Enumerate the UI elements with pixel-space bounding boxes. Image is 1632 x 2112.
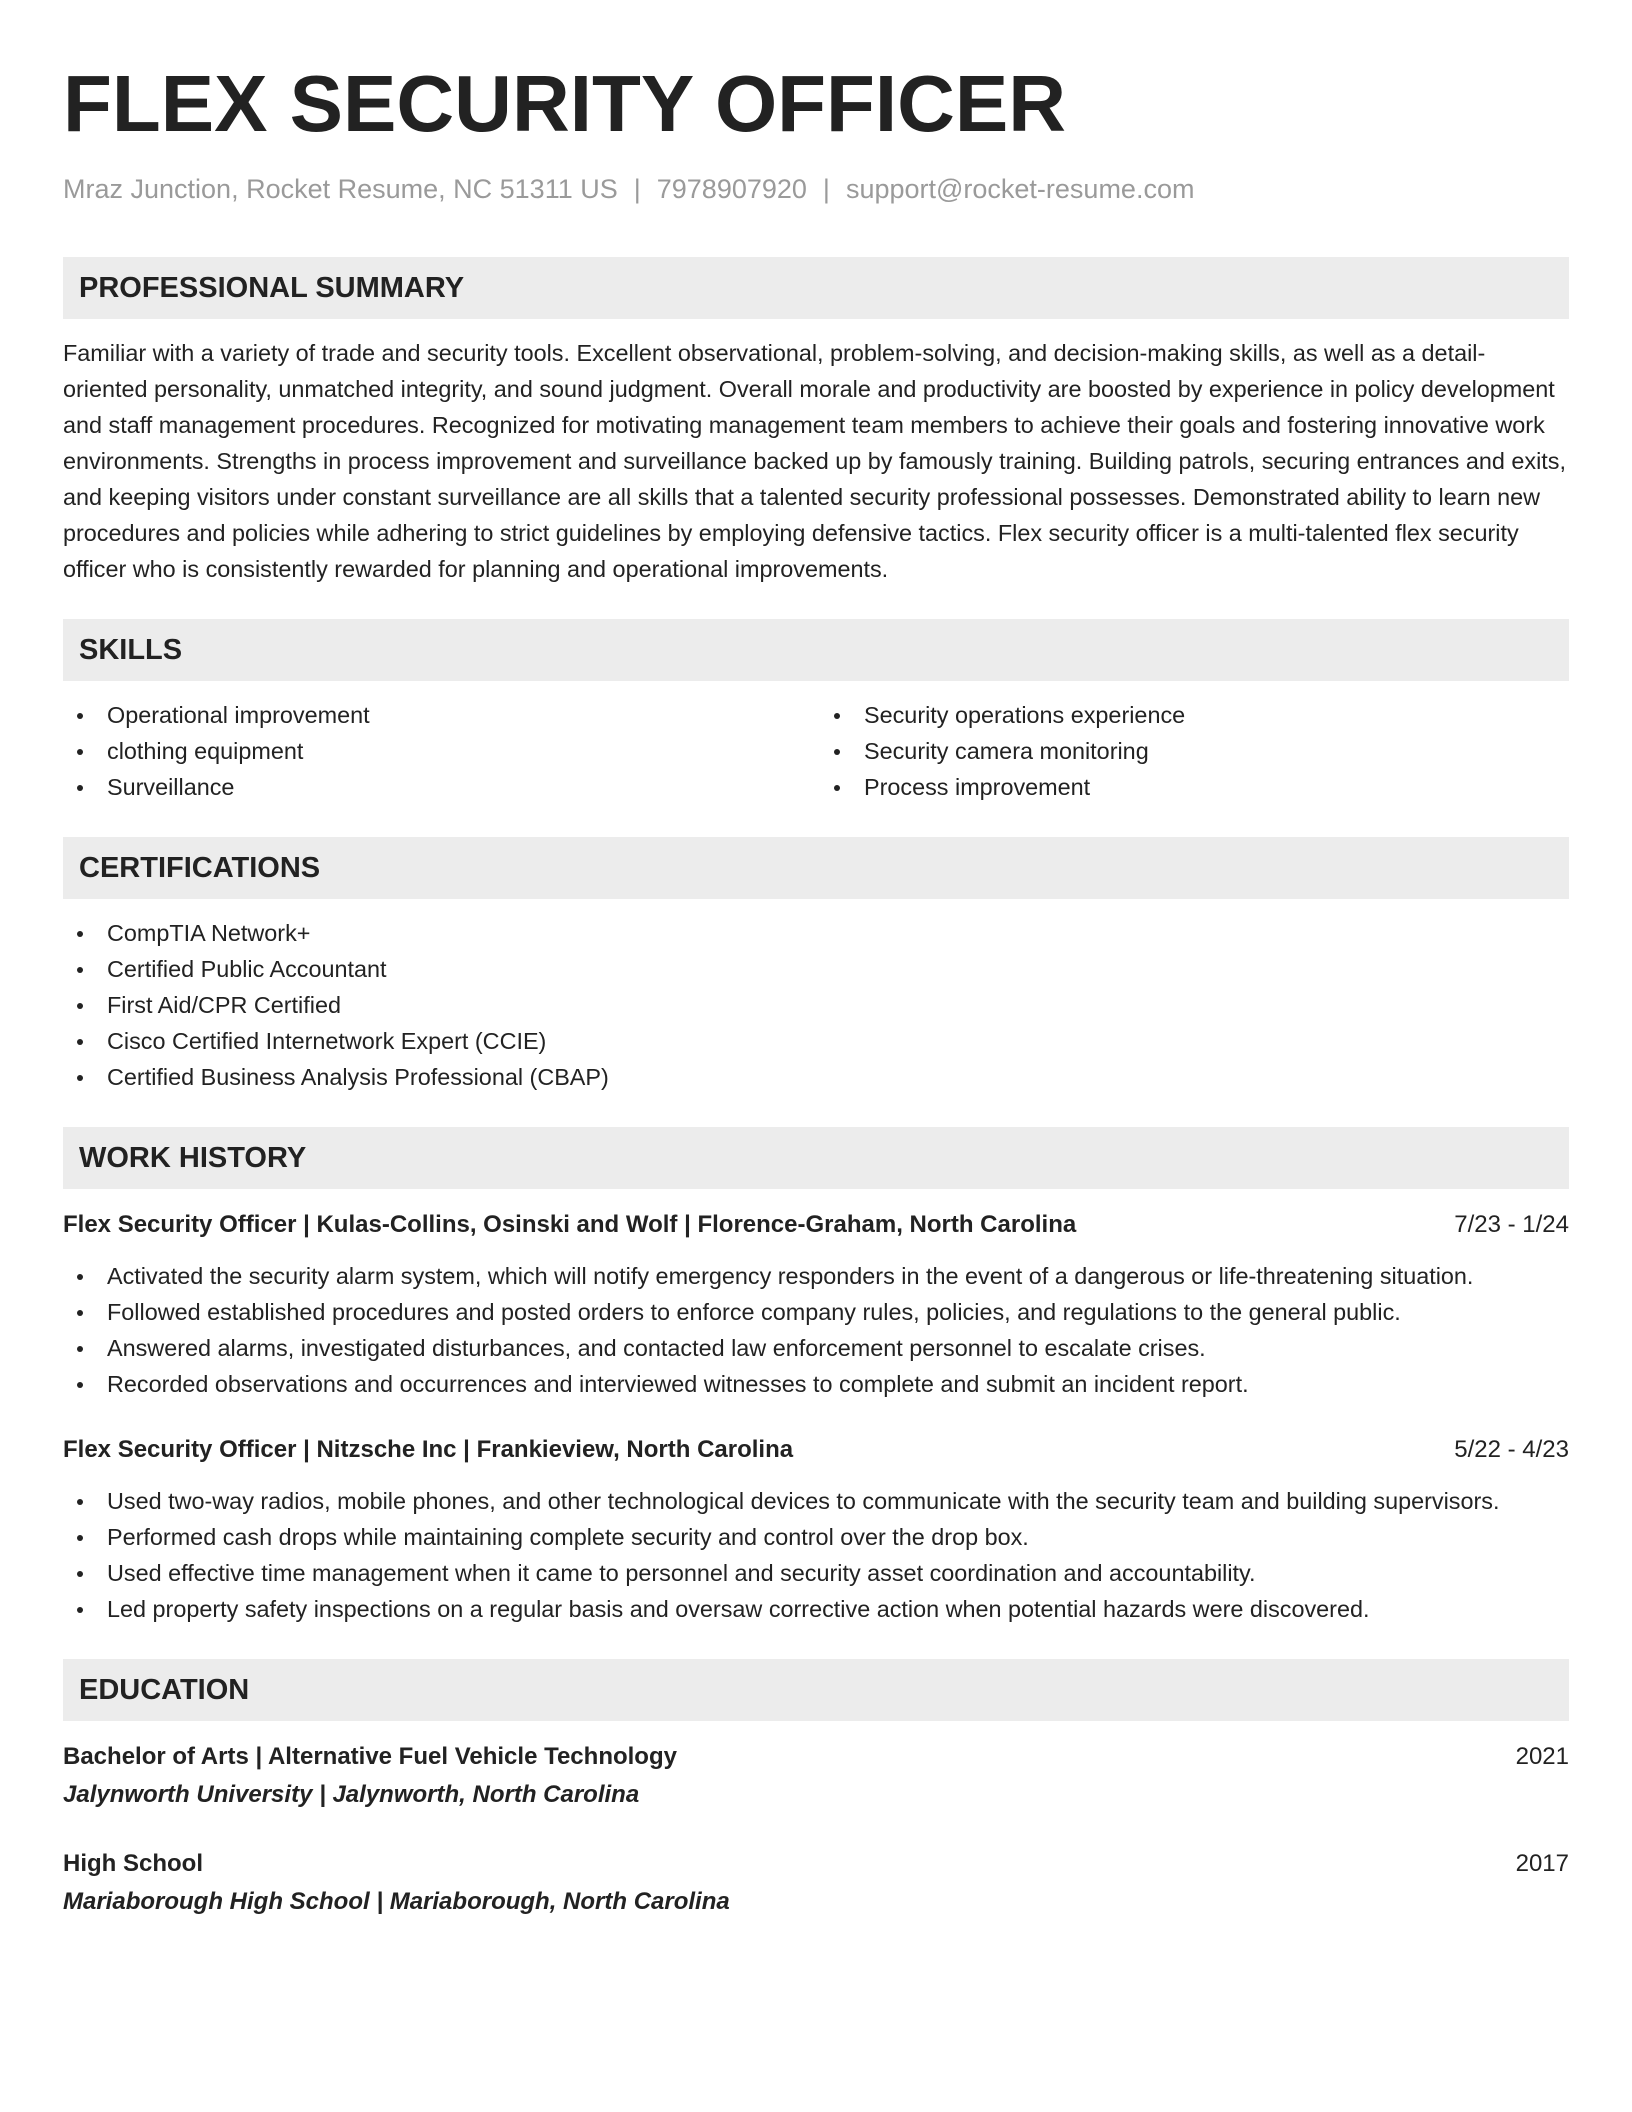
contact-line bbox=[63, 172, 1569, 206]
education-header bbox=[63, 1739, 1569, 1775]
certifications-list bbox=[63, 915, 1569, 1095]
skill-item: Security camera monitoring bbox=[820, 733, 1573, 769]
contact-separator: | bbox=[822, 174, 830, 204]
certification-item: Certified Public Accountant bbox=[63, 951, 1569, 987]
job-entry bbox=[63, 1207, 1569, 1402]
education-degree: Bachelor of Arts | Alternative Fuel Vehicle Technology bbox=[63, 1743, 677, 1770]
job-header bbox=[63, 1432, 1569, 1468]
contact-email: support@rocket-resume.com bbox=[845, 174, 1195, 204]
section-heading-work-history: WORK HISTORY bbox=[63, 1127, 1569, 1189]
section-heading-summary: PROFESSIONAL SUMMARY bbox=[63, 257, 1569, 319]
job-dates: 5/22 - 4/23 bbox=[1454, 1436, 1569, 1463]
job-duty-item: Used two-way radios, mobile phones, and other technological devices to communicate with the security team and building supervisors. bbox=[63, 1483, 1569, 1519]
contact-separator: | bbox=[633, 174, 641, 204]
job-duty-item: Led property safety inspections on a regular basis and oversaw corrective action when potential hazards were discovered. bbox=[63, 1591, 1569, 1627]
education-school: Mariaborough High School | Mariaborough, North Carolina bbox=[63, 1888, 730, 1915]
job-duties-list bbox=[63, 1258, 1569, 1402]
skill-item: Security operations experience bbox=[820, 697, 1573, 733]
job-duty-item: Activated the security alarm system, which will notify emergency responders in the event of a dangerous or life-threatening situation. bbox=[63, 1258, 1569, 1294]
skills-column-left bbox=[63, 697, 816, 805]
section-heading-certifications: CERTIFICATIONS bbox=[63, 837, 1569, 899]
certification-item: CompTIA Network+ bbox=[63, 915, 1569, 951]
resume-name: FLEX SECURITY OFFICER bbox=[63, 59, 1067, 148]
contact-phone: 7978907920 bbox=[656, 174, 807, 204]
section-heading-skills: SKILLS bbox=[63, 619, 1569, 681]
contact-address: Mraz Junction, Rocket Resume, NC 51311 US bbox=[63, 174, 618, 204]
certification-item: First Aid/CPR Certified bbox=[63, 987, 1569, 1023]
job-duty-item: Answered alarms, investigated disturbances, and contacted law enforcement personnel to escalate crises. bbox=[63, 1330, 1569, 1366]
skill-item: clothing equipment bbox=[63, 733, 816, 769]
job-entry bbox=[63, 1432, 1569, 1627]
job-dates: 7/23 - 1/24 bbox=[1454, 1211, 1569, 1238]
education-year: 2017 bbox=[1515, 1850, 1569, 1877]
skill-item: Operational improvement bbox=[63, 697, 816, 733]
job-title: Flex Security Officer | Nitzsche Inc | Frankieview, North Carolina bbox=[63, 1436, 794, 1463]
job-header bbox=[63, 1207, 1569, 1243]
job-duty-item: Used effective time management when it came to personnel and security asset coordination and accountability. bbox=[63, 1555, 1569, 1591]
job-duty-item: Performed cash drops while maintaining complete security and control over the drop box. bbox=[63, 1519, 1569, 1555]
education-entry bbox=[63, 1739, 1569, 1813]
education-year: 2021 bbox=[1515, 1743, 1569, 1770]
education-degree: High School bbox=[63, 1850, 203, 1877]
summary-text: Familiar with a variety of trade and security tools. Excellent observational, problem-solving, and decision-making skills, as well as a detail-oriented personality, unmatched integrity, and sound judgment. Overall morale and productivity are boosted by experience in policy development and staff management procedures. Recognized for motivating management team members to achieve their goals and fostering innovative work environments. Strengths in process improvement and surveillance backed up by famously training. Building patrols, securing entrances and exits, and keeping visitors under constant surveillance are all skills that a talented security professional possesses. Demonstrated ability to learn new procedures and policies while adhering to strict guidelines by employing defensive tactics. Flex security officer is a multi-talented flex security officer who is consistently rewarded for planning and operational improvements. bbox=[63, 340, 1566, 582]
certification-item: Certified Business Analysis Professional (CBAP) bbox=[63, 1059, 1569, 1095]
education-header bbox=[63, 1846, 1569, 1882]
section-heading-education: EDUCATION bbox=[63, 1659, 1569, 1721]
education-school: Jalynworth University | Jalynworth, North Carolina bbox=[63, 1781, 640, 1808]
skills-column-right bbox=[816, 697, 1573, 805]
education-entry bbox=[63, 1846, 1569, 1920]
certification-item: Cisco Certified Internetwork Expert (CCIE) bbox=[63, 1023, 1569, 1059]
job-title: Flex Security Officer | Kulas-Collins, Osinski and Wolf | Florence-Graham, North Carolina bbox=[63, 1211, 1077, 1238]
job-duty-item: Recorded observations and occurrences and interviewed witnesses to complete and submit an incident report. bbox=[63, 1366, 1569, 1402]
skill-item: Surveillance bbox=[63, 769, 816, 805]
skill-item: Process improvement bbox=[820, 769, 1573, 805]
skills-list bbox=[63, 697, 1569, 805]
job-duty-item: Followed established procedures and posted orders to enforce company rules, policies, and regulations to the general public. bbox=[63, 1294, 1569, 1330]
job-duties-list bbox=[63, 1483, 1569, 1627]
